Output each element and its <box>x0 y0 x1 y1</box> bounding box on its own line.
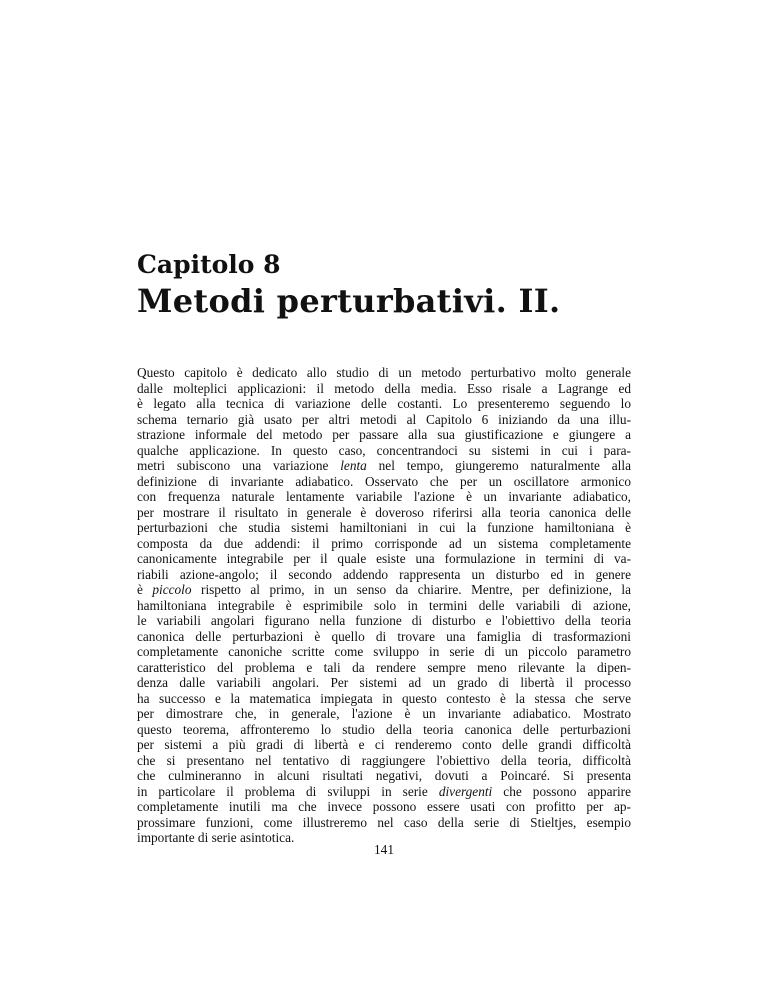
abstract-line: importante di serie asintotica. <box>137 830 295 845</box>
abstract-line: schema ternario già usato per altri metodi al Capitolo 6 iniziando da una illu- <box>137 411 631 427</box>
abstract-line: canonica delle perturbazioni è quello di trovare una famiglia di trasformazioni <box>137 628 631 644</box>
abstract-line: è legato alla tecnica di variazione delle costanti. Lo presenteremo seguendo lo <box>137 396 631 411</box>
abstract-line: dalle molteplici applicazioni: il metodo della media. Esso risale a Lagrange ed <box>137 380 631 396</box>
abstract-line: Questo capitolo è dedicato allo studio di un metodo perturbativo molto generale <box>137 365 631 380</box>
chapter-title: Metodi perturbativi. II. <box>137 282 561 320</box>
abstract-line: strazione informale del metodo per passare alla sua giustificazione e giungere a <box>137 427 631 442</box>
abstract-text: che possono apparire <box>492 783 631 799</box>
abstract-text: nel tempo, giungeremo naturalmente alla <box>366 458 631 473</box>
chapter-label: Capitolo 8 <box>137 250 281 279</box>
abstract-text: è <box>137 582 153 597</box>
page-number: 141 <box>374 842 394 857</box>
abstract-line: per mostrare il risultato in generale è doveroso riferirsi alla teoria canonica delle <box>137 504 631 520</box>
abstract-line: completamente inutili ma che invece possono essere usati con profitto per ap- <box>137 799 631 814</box>
emphasis-lenta: lenta <box>340 458 367 473</box>
abstract-line: con frequenza naturale lentamente variabile l'azione è un invariante adiabatico, <box>137 489 631 504</box>
abstract-line: per dimostrare che, in generale, l'azione è un invariante adiabatico. Mostrato <box>137 706 631 721</box>
abstract-line: denza dalle variabili angolari. Per sistemi ad un grado di libertà il processo <box>137 675 631 690</box>
abstract-text: metri subiscono una variazione <box>137 458 341 473</box>
abstract-text: rispetto al primo, in un senso da chiarire. Mentre, per definizione, la <box>191 582 631 597</box>
abstract-line: composta da due addendi: il primo corrisponde ad un sistema completamente <box>137 535 631 551</box>
abstract-line: qualche applicazione. In questo caso, concentrandoci su sistemi in cui i para- <box>137 442 631 458</box>
abstract-line: riabili azione-angolo; il secondo addendo rappresenta un disturbo ed in genere <box>137 566 631 582</box>
abstract-line: questo teorema, affronteremo lo studio della teoria canonica delle perturbazioni <box>137 721 631 737</box>
abstract-line <box>137 458 631 474</box>
emphasis-piccolo: piccolo <box>152 582 192 597</box>
abstract-line: prossimare funzioni, come illustreremo nel caso della serie di Stieltjes, esempio <box>137 814 631 830</box>
abstract-line: per sistemi a più gradi di libertà e ci renderemo conto delle grandi difficoltà <box>137 737 631 752</box>
abstract-line: ha successo e la matematica impiegata in questo contesto è la stessa che serve <box>137 690 631 706</box>
abstract-line: che culmineranno in alcuni risultati negativi, dovuti a Poincaré. Si presenta <box>137 768 631 783</box>
abstract-line <box>137 784 631 800</box>
abstract-line: canonicamente integrabile per il quale esiste una formulazione in termini di va- <box>137 551 631 566</box>
emphasis-divergenti: divergenti <box>438 783 493 799</box>
abstract-text: in particolare il problema di sviluppi in serie <box>137 783 439 799</box>
abstract-line: che si presentano nel tentativo di raggiungere l'obiettivo della teoria, difficoltà <box>137 752 631 768</box>
abstract-line: caratteristico del problema e tali da rendere sempre meno rilevante la dipen- <box>137 659 631 675</box>
abstract-line: completamente canoniche scritte come sviluppo in serie di un piccolo parametro <box>137 644 631 659</box>
abstract-line: definizione di invariante adiabatico. Osservato che per un oscillatore armonico <box>137 473 631 489</box>
chapter-abstract <box>137 365 631 846</box>
abstract-line: hamiltoniana integrabile è esprimibile solo in termini delle variabili di azione, <box>137 597 631 613</box>
abstract-line: perturbazioni che studia sistemi hamiltoniani in cui la funzione hamiltoniana è <box>137 520 631 535</box>
abstract-line <box>137 582 631 598</box>
abstract-line: le variabili angolari figurano nella funzione di disturbo e l'obiettivo della teoria <box>137 613 631 628</box>
